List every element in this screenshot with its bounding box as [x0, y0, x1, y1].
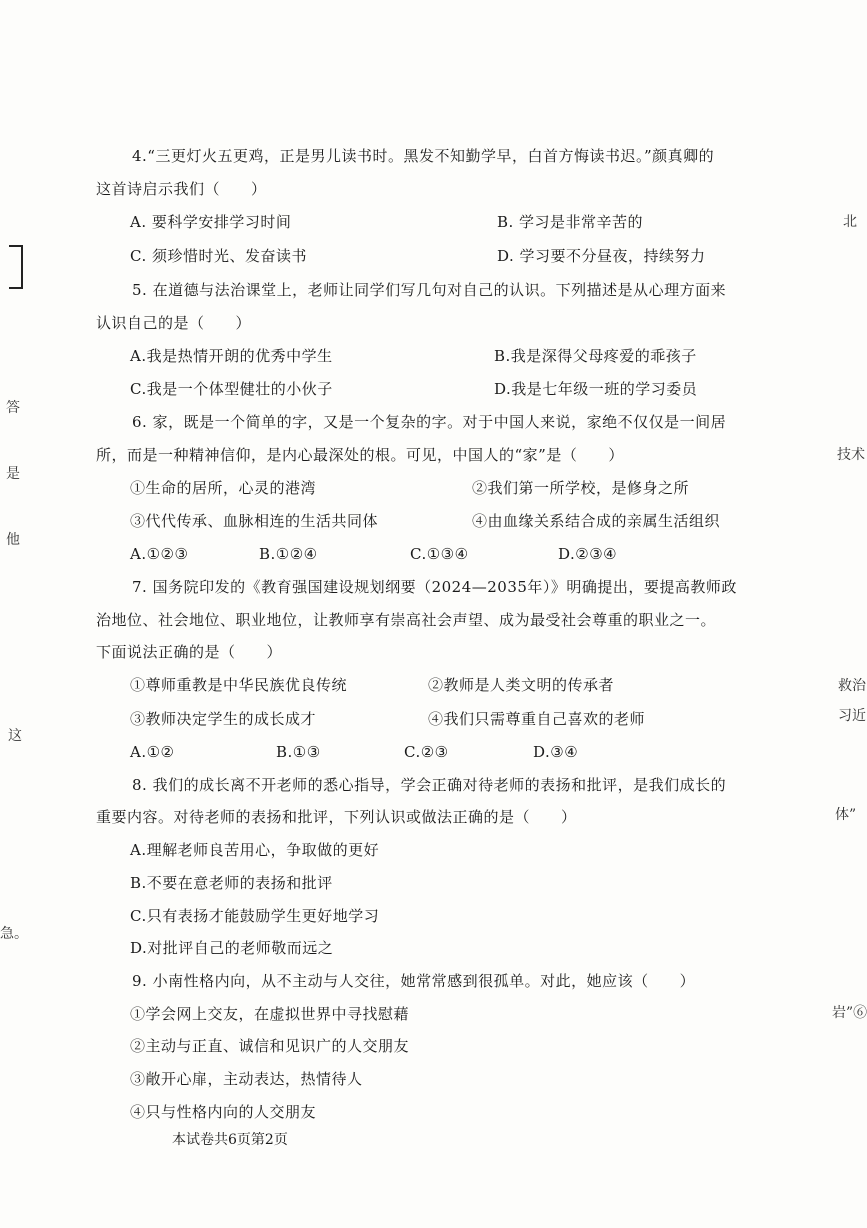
option-a: A.理解老师良苦用心，争取做的更好 — [130, 841, 380, 859]
option-c: C.②③ — [404, 743, 449, 761]
option-d: D.②③④ — [558, 545, 618, 563]
option-b: B.①②④ — [259, 545, 318, 563]
statement-3: ③代代传承、血脉相连的生活共同体 — [130, 512, 379, 530]
option-b: B.我是深得父母疼爱的乖孩子 — [494, 347, 697, 365]
statement-1: ①尊师重教是中华民族优良传统 — [130, 676, 348, 694]
question-stem: 所，而是一种精神信仰，是内心最深处的根。可见，中国人的“家”是（ ） — [96, 446, 624, 464]
option-c: C.只有表扬才能鼓励学生更好地学习 — [130, 907, 380, 925]
option-c: C. 须珍惜时光、发奋读书 — [130, 247, 307, 265]
right-margin-fragment: 技术 — [837, 447, 865, 463]
left-margin-fragment: 这 — [8, 728, 22, 744]
option-a: A.①② — [130, 743, 175, 761]
statement-2: ②我们第一所学校，是修身之所 — [472, 479, 690, 497]
left-margin-fragment: 急。 — [0, 926, 28, 942]
question-stem: 重要内容。对待老师的表扬和批评，下列认识或做法正确的是（ ） — [96, 808, 577, 826]
question-stem: 这首诗启示我们（ ） — [96, 180, 267, 198]
question-stem: 9. 小南性格内向，从不主动与人交往，她常常感到很孤单。对此，她应该（ ） — [132, 972, 696, 990]
right-margin-fragment: 岩”⑥ — [832, 1005, 867, 1021]
binding-bracket-mark — [9, 245, 23, 289]
statement-1: ①生命的居所，心灵的港湾 — [130, 479, 317, 497]
option-d: D.我是七年级一班的学习委员 — [494, 380, 698, 398]
right-margin-fragment: 体” — [835, 807, 857, 823]
statement-3: ③敞开心扉，主动表达，热情待人 — [130, 1070, 363, 1088]
statement-3: ③教师决定学生的成长成才 — [130, 710, 317, 728]
right-margin-fragment: 习近 — [838, 708, 866, 724]
question-stem: 4.“三更灯火五更鸡，正是男儿读书时。黑发不知勤学早，白首方悔读书迟。”颜真卿的 — [132, 147, 715, 165]
statement-4: ④由血缘关系结合成的亲属生活组织 — [472, 512, 721, 530]
question-stem: 6. 家，既是一个简单的字，又是一个复杂的字。对于中国人来说，家绝不仅仅是一间居 — [132, 413, 727, 431]
option-b: B.①③ — [276, 743, 321, 761]
option-b: B.不要在意老师的表扬和批评 — [130, 874, 333, 892]
question-stem: 下面说法正确的是（ ） — [96, 643, 283, 661]
left-margin-fragment: 他 — [6, 532, 20, 548]
question-stem: 治地位、社会地位、职业地位，让教师享有崇高社会声望、成为最受社会尊重的职业之一。 — [96, 611, 717, 629]
statement-4: ④我们只需尊重自己喜欢的老师 — [428, 710, 646, 728]
right-margin-fragment: 北 — [843, 214, 857, 230]
option-a: A. 要科学安排学习时间 — [130, 213, 292, 231]
option-a: A.我是热情开朗的优秀中学生 — [130, 347, 333, 365]
question-stem: 5. 在道德与法治课堂上，老师让同学们写几句对自己的认识。下列描述是从心理方面来 — [132, 281, 727, 299]
left-margin-fragment: 答 — [6, 400, 20, 416]
right-margin-fragment: 救治 — [838, 678, 866, 694]
option-c: C.我是一个体型健壮的小伙子 — [130, 380, 333, 398]
statement-2: ②教师是人类文明的传承者 — [428, 676, 615, 694]
option-d: D.对批评自己的老师敬而远之 — [130, 939, 334, 957]
option-b: B. 学习是非常辛苦的 — [497, 213, 644, 231]
statement-4: ④只与性格内向的人交朋友 — [130, 1103, 317, 1121]
option-a: A.①②③ — [130, 545, 189, 563]
question-stem: 7. 国务院印发的《教育强国建设规划纲要（2024—2035年）》明确提出，要提高教师政 — [132, 578, 737, 596]
option-d: D. 学习要不分昼夜，持续努力 — [497, 247, 706, 265]
left-margin-fragment: 是 — [6, 466, 20, 482]
page-footer: 本试卷共6页第2页 — [172, 1132, 288, 1148]
option-c: C.①③④ — [410, 545, 469, 563]
statement-1: ①学会网上交友，在虚拟世界中寻找慰藉 — [130, 1005, 410, 1023]
question-stem: 8. 我们的成长离不开老师的悉心指导，学会正确对待老师的表扬和批评，是我们成长的 — [132, 776, 727, 794]
question-stem: 认识自己的是（ ） — [96, 314, 252, 332]
statement-2: ②主动与正直、诚信和见识广的人交朋友 — [130, 1037, 410, 1055]
option-d: D.③④ — [533, 743, 579, 761]
